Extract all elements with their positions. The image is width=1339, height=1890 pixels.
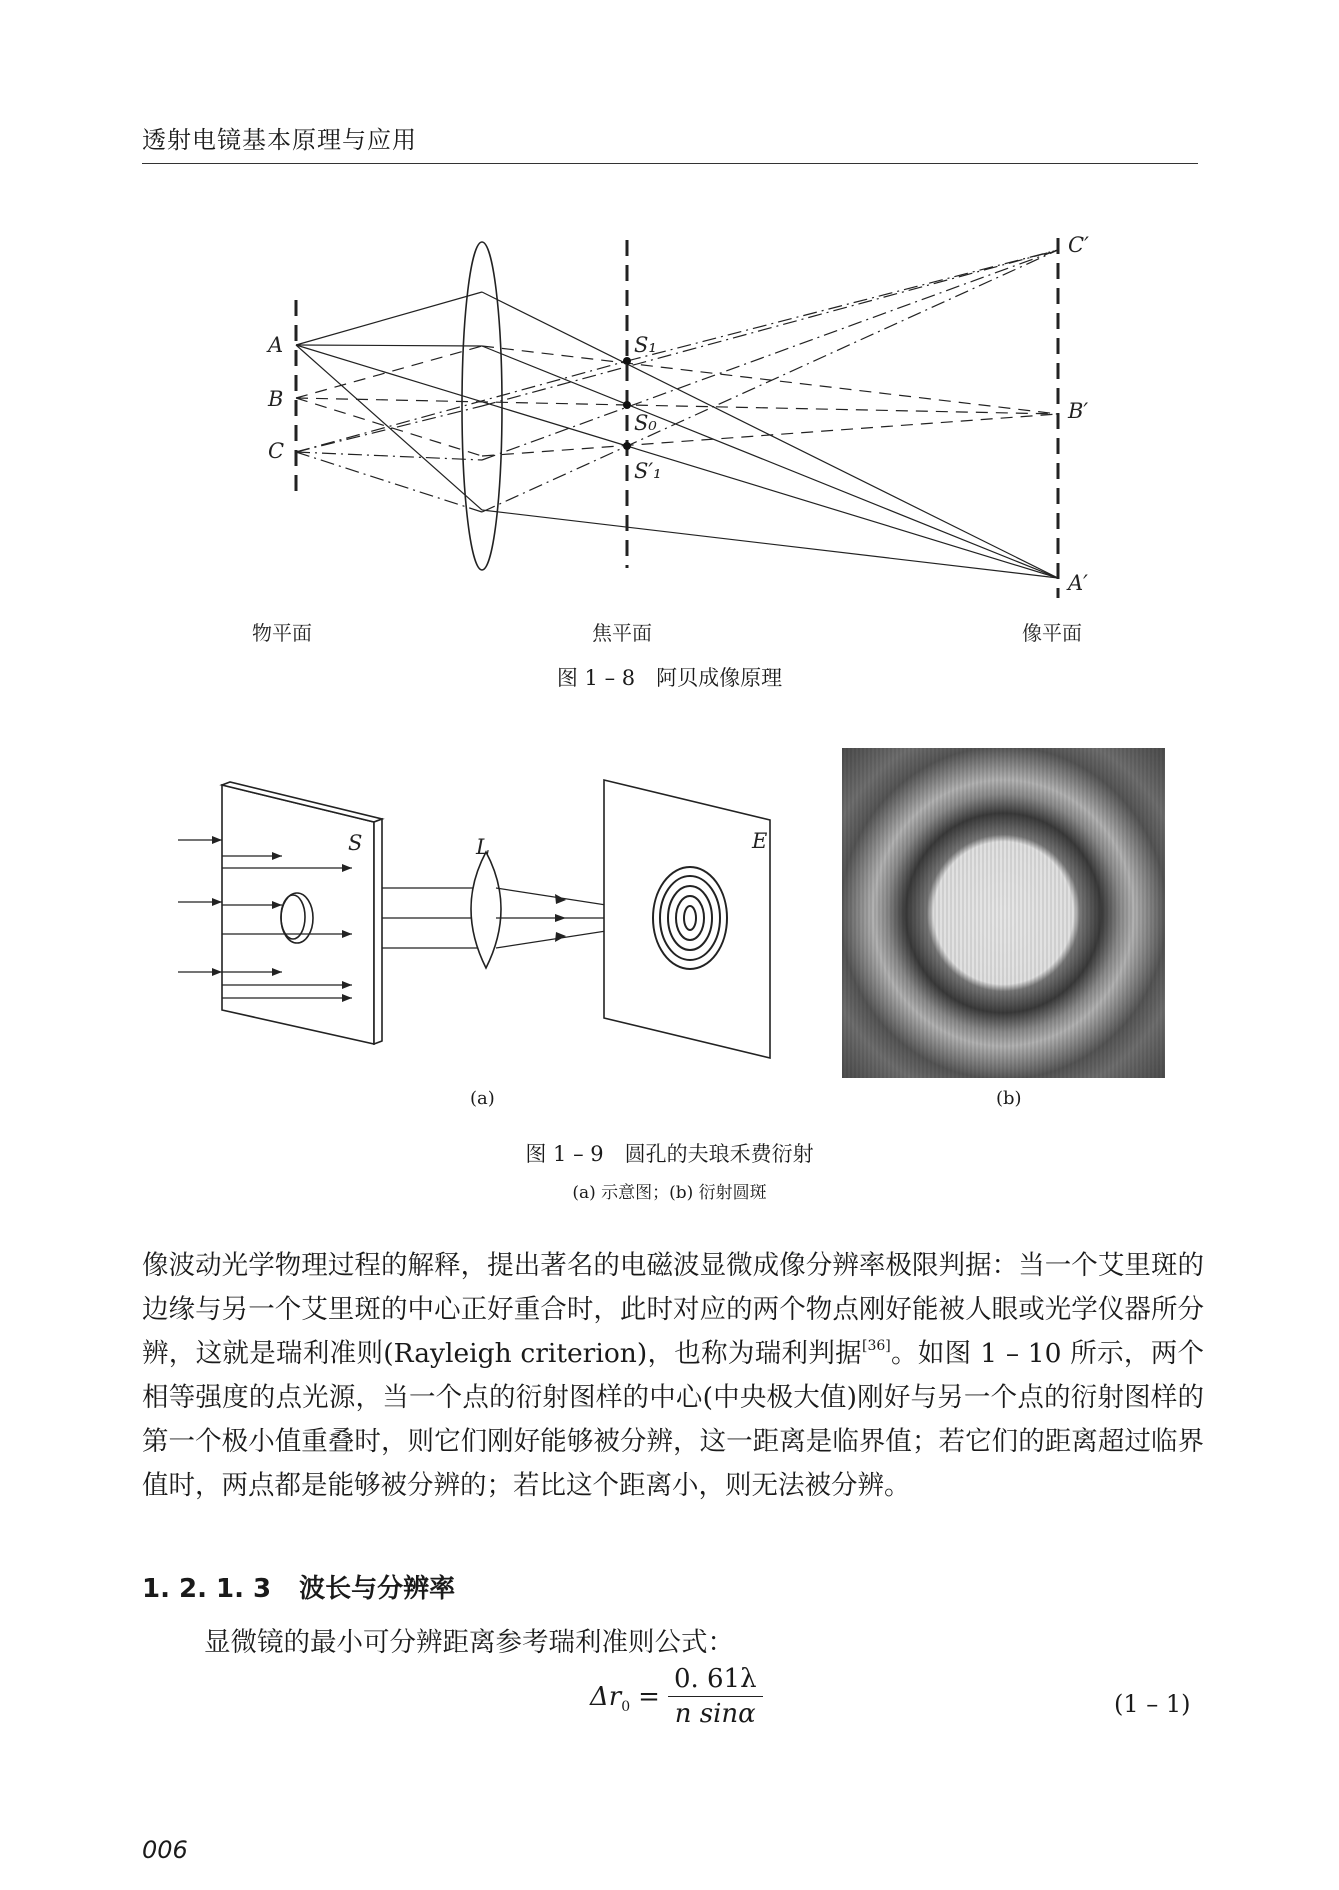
formula-intro: 显微镜的最小可分辨距离参考瑞利准则公式： bbox=[204, 1627, 734, 1658]
label-S0: S₀ bbox=[634, 411, 657, 435]
focal-plane-label: 焦平面 bbox=[592, 621, 652, 645]
label-S1-prime: S′₁ bbox=[634, 459, 662, 483]
label-B-prime: B′ bbox=[1068, 399, 1089, 423]
running-header: 透射电镜基本原理与应用 bbox=[142, 126, 417, 154]
label-A-prime: A′ bbox=[1068, 571, 1088, 595]
formula-equals: = bbox=[638, 1681, 660, 1712]
citation: [36] bbox=[862, 1338, 891, 1354]
formula-fraction bbox=[668, 1664, 763, 1729]
airy-disk-image bbox=[842, 748, 1165, 1078]
formula-lhs-subscript: 0 bbox=[621, 1698, 631, 1715]
object-plane-label: 物平面 bbox=[252, 621, 312, 645]
label-B: B bbox=[268, 387, 284, 411]
label-E: E bbox=[752, 829, 768, 853]
page-number: 006 bbox=[142, 1836, 188, 1864]
focal-point-s0 bbox=[623, 401, 631, 409]
section-title: 波长与分辨率 bbox=[299, 1574, 456, 1604]
lens-L bbox=[471, 852, 501, 968]
figure-1-8-caption: 图 1 – 8 阿贝成像原理 bbox=[556, 666, 783, 690]
subfigure-b-label: (b) bbox=[996, 1088, 1022, 1109]
header-rule bbox=[142, 163, 1198, 164]
equation-number: (1 – 1) bbox=[1114, 1690, 1191, 1718]
paragraph-text-after: 。如图 1 – 10 所示，两个相等强度的点光源，当一个点的衍射图样的中心(中央极大值)刚好与另一个点的衍射图样的第一个极小值重叠时，则它们刚好能够被分辨，这一距离是临界值；若它们的距离超过临界值时，两点都是能够被分辨的；若比这个距离小，则无法被分辨。 bbox=[142, 1338, 1205, 1501]
figure-1-9-subcaption: (a) 示意图；(b) 衍射圆斑 bbox=[572, 1183, 767, 1203]
formula-numerator: 0. 61λ bbox=[668, 1664, 763, 1697]
formula-denominator: n sinα bbox=[674, 1699, 756, 1729]
body-paragraph bbox=[142, 1244, 1204, 1508]
label-C: C bbox=[268, 439, 285, 463]
aperture-screen bbox=[222, 785, 374, 1044]
focal-point-s1-prime bbox=[623, 442, 631, 450]
label-S: S bbox=[348, 831, 363, 855]
observation-screen bbox=[604, 780, 770, 1058]
label-L: L bbox=[476, 835, 490, 859]
paragraph-text-before: 像波动光学物理过程的解释，提出著名的电磁波显微成像分辨率极限判据：当一个艾里斑的边缘与另一个艾里斑的中心正好重合时，此时对应的两个物点刚好能被人眼或光学仪器所分辨，这就是瑞利准则(Rayleigh criterion)，也称为瑞利判据 bbox=[142, 1250, 1204, 1369]
figure-1-9-caption: 图 1 – 9 圆孔的夫琅禾费衍射 bbox=[525, 1142, 814, 1166]
rayleigh-formula bbox=[590, 1664, 763, 1729]
focal-point-s1 bbox=[623, 357, 631, 365]
fraunhofer-setup-diagram bbox=[0, 735, 820, 1095]
section-heading bbox=[142, 1568, 455, 1605]
subfigure-a-label: (a) bbox=[470, 1088, 495, 1109]
abbe-imaging-diagram bbox=[0, 180, 1339, 650]
formula-lhs: Δr bbox=[590, 1681, 622, 1712]
label-S1: S₁ bbox=[634, 333, 657, 357]
label-A: A bbox=[268, 333, 284, 357]
image-plane-label: 像平面 bbox=[1022, 621, 1082, 645]
label-C-prime: C′ bbox=[1068, 233, 1089, 257]
section-number: 1. 2. 1. 3 bbox=[142, 1574, 272, 1604]
